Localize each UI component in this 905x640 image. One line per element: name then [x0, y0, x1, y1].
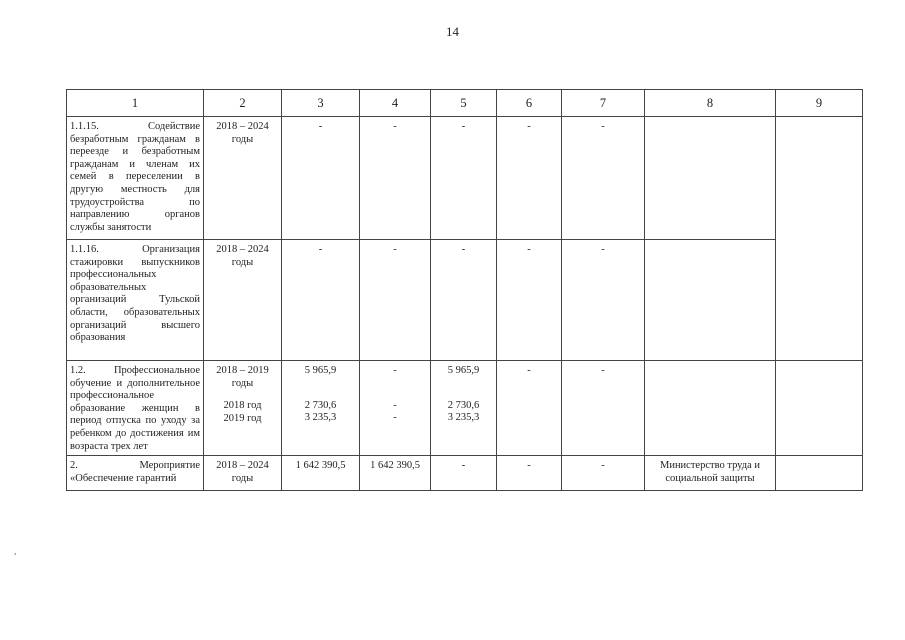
sub-value: 2 730,6	[447, 399, 480, 411]
value-col-3: -	[282, 240, 360, 361]
header-cell-9: 9	[776, 90, 863, 117]
value-col-4: 1 642 390,5	[360, 456, 431, 491]
value-col-3-cell	[282, 361, 360, 456]
table-row	[67, 456, 863, 491]
value-col-4-cell	[360, 361, 431, 456]
value-col-7: -	[562, 240, 645, 361]
page-number: 14	[446, 24, 459, 39]
table-row	[67, 240, 863, 361]
value-col-6: -	[497, 117, 562, 240]
header-cell-2: 2	[204, 90, 282, 117]
header-cell-3: 3	[282, 90, 360, 117]
result-cell	[776, 456, 863, 491]
scan-mark: ,	[14, 546, 17, 556]
period-cell	[204, 361, 282, 456]
value-col-7: -	[562, 117, 645, 240]
value-col-5: 5 965,9	[447, 365, 480, 376]
result-cell	[776, 117, 863, 361]
value-col-4: -	[393, 365, 397, 376]
header-cell-8: 8	[645, 90, 776, 117]
responsible-executor	[645, 361, 776, 456]
header-cell-4: 4	[360, 90, 431, 117]
sub-period: 2018 год	[223, 400, 262, 412]
sub-value: 3 235,3	[304, 412, 337, 424]
measure-name: 2. Мероприятие «Обеспечение гарантий	[67, 456, 204, 491]
value-col-4: -	[360, 117, 431, 240]
period: 2018 – 2024 годы	[204, 456, 282, 491]
period: 2018 – 2024 годы	[204, 240, 282, 361]
value-col-4: -	[360, 240, 431, 361]
value-col-3: 1 642 390,5	[282, 456, 360, 491]
value-col-5: -	[431, 456, 497, 491]
measure-name: 1.1.16. Организация стажировки выпускников профессиональных образовательных организаций Тульской области, образовательных организаций высшего образования	[67, 240, 204, 361]
header-row	[67, 90, 863, 117]
responsible-executor	[645, 240, 776, 361]
value-col-5-cell	[431, 361, 497, 456]
measure-name: 1.2. Профессиональное обучение и дополнительное профессиональное образование женщин в период отпуска по уходу за ребенком до достижения им возраста трех лет	[67, 361, 204, 456]
sub-value: -	[393, 399, 397, 411]
sub-value: 2 730,6	[304, 399, 337, 411]
result-cell	[776, 361, 863, 456]
header-cell-7: 7	[562, 90, 645, 117]
header-cell-1: 1	[67, 90, 204, 117]
value-col-7: -	[562, 456, 645, 491]
header-cell-5: 5	[431, 90, 497, 117]
value-col-5: -	[431, 240, 497, 361]
responsible-executor: Министерство труда и социальной защиты	[645, 456, 776, 491]
value-col-6: -	[497, 456, 562, 491]
table-row	[67, 361, 863, 456]
value-col-7: -	[562, 361, 645, 456]
table-row	[67, 117, 863, 240]
header-cell-6: 6	[497, 90, 562, 117]
sub-value: -	[393, 412, 397, 424]
value-col-5: -	[431, 117, 497, 240]
value-col-3: 5 965,9	[304, 365, 337, 376]
value-col-6: -	[497, 361, 562, 456]
sub-period: 2019 год	[223, 412, 262, 424]
measure-name: 1.1.15. Содействие безработным гражданам в переезде и безработным гражданам и членам их семей в переселении в другую местность для трудоустройства по направлению органов службы занятости	[67, 117, 204, 240]
period: 2018 – 2024 годы	[204, 117, 282, 240]
value-col-3: -	[282, 117, 360, 240]
responsible-executor	[645, 117, 776, 240]
program-table	[66, 89, 863, 491]
period: 2018 – 2019 годы	[216, 365, 269, 389]
sub-value: 3 235,3	[447, 412, 480, 424]
value-col-6: -	[497, 240, 562, 361]
